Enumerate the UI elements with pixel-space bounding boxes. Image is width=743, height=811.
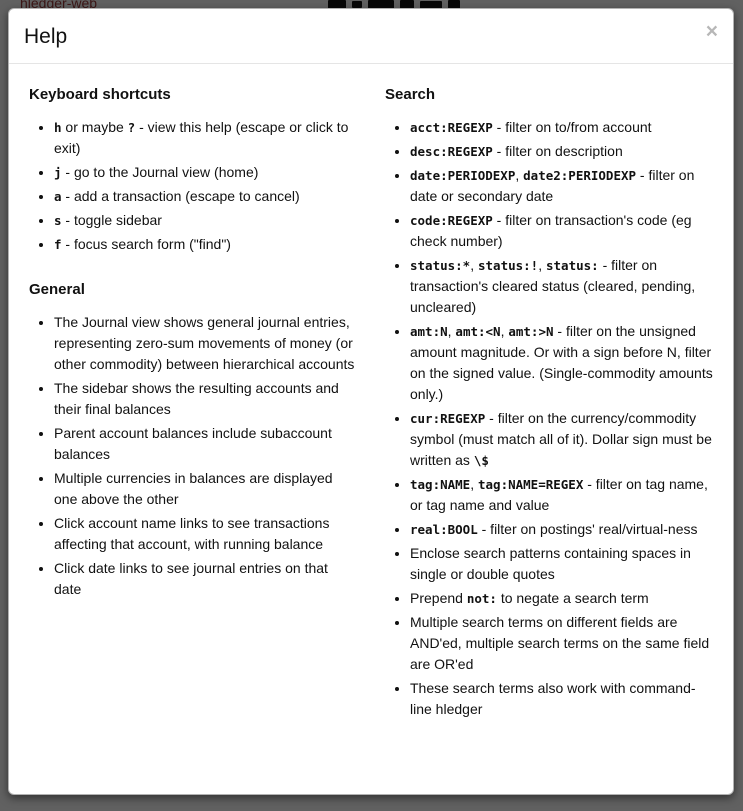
help-list-item — [410, 612, 713, 675]
section-heading: General — [29, 281, 85, 299]
section-heading: Search — [385, 86, 436, 104]
code-token: tag:NAME=REGEX — [478, 477, 584, 493]
help-list-item — [410, 408, 713, 471]
text-segment: Multiple currencies in balances are displayed one above the other — [54, 470, 333, 508]
help-list-item — [410, 519, 713, 540]
text-segment: to negate a search term — [496, 590, 649, 607]
code-token: amt:<N — [455, 324, 501, 340]
text-segment: The sidebar shows the resulting accounts and their final balances — [54, 380, 339, 418]
help-list-item — [410, 255, 713, 318]
code-token: h — [54, 120, 62, 136]
help-list-item — [54, 210, 357, 231]
text-segment: - view this help (escape or click to exit) — [54, 119, 349, 157]
code-token: amt:N — [410, 324, 448, 340]
text-segment: - filter on description — [492, 143, 623, 160]
text-segment: - toggle sidebar — [61, 212, 162, 229]
code-token: tag:NAME — [410, 477, 471, 493]
help-list-item — [54, 234, 357, 255]
code-token: s — [54, 213, 62, 229]
help-list-item — [54, 117, 357, 159]
text-segment: or maybe — [61, 119, 128, 136]
code-token: not: — [466, 591, 497, 607]
help-list — [29, 312, 357, 600]
help-list-item — [410, 117, 713, 138]
code-token: amt:>N — [508, 324, 554, 340]
code-token: date2:PERIODEXP — [523, 168, 637, 184]
text-segment: - focus search form ("find") — [61, 236, 231, 253]
text-segment: , — [515, 167, 524, 184]
text-segment: - filter on transaction's cleared status (cleared, pending, uncleared) — [410, 257, 696, 316]
close-icon[interactable]: × — [705, 20, 718, 43]
help-list-item — [410, 474, 713, 516]
code-token: date:PERIODEXP — [410, 168, 516, 184]
code-token: \$ — [473, 453, 489, 469]
help-column-left — [29, 78, 357, 732]
text-segment: - filter on postings' real/virtual-ness — [477, 521, 698, 538]
code-token: status:! — [478, 258, 539, 274]
code-token: ? — [127, 120, 136, 136]
text-segment: , — [447, 323, 456, 340]
help-list-item — [54, 558, 357, 600]
modal-header — [9, 9, 733, 64]
code-token: j — [54, 165, 62, 181]
text-segment: , — [470, 476, 478, 493]
help-list-item — [410, 678, 713, 720]
help-list-item — [54, 378, 357, 420]
help-modal — [8, 8, 734, 795]
help-list-item — [410, 588, 713, 609]
code-token: acct:REGEXP — [410, 120, 493, 136]
text-segment: Click date links to see journal entries on that date — [54, 560, 328, 598]
text-segment: - filter on to/from account — [492, 119, 652, 136]
code-token: real:BOOL — [410, 522, 478, 538]
code-token: a — [54, 189, 62, 205]
help-list-item — [410, 210, 713, 252]
text-segment: , — [500, 323, 509, 340]
text-segment: - filter on transaction's code (eg check number) — [410, 212, 692, 250]
code-token: code:REGEXP — [410, 213, 493, 229]
text-segment: Click account name links to see transactions affecting that account, with running balance — [54, 515, 330, 553]
text-segment: - go to the Journal view (home) — [61, 164, 259, 181]
text-segment: , — [538, 257, 546, 274]
code-token: status:* — [410, 258, 471, 274]
help-list-item — [54, 162, 357, 183]
help-list — [385, 117, 713, 720]
section-heading: Keyboard shortcuts — [29, 86, 171, 104]
code-token: desc:REGEXP — [410, 144, 493, 160]
text-segment: - filter on tag name, or tag name and value — [410, 476, 708, 514]
code-token: f — [54, 237, 62, 253]
help-list-item — [410, 543, 713, 585]
help-list-item — [54, 468, 357, 510]
modal-body — [9, 64, 733, 742]
text-segment: The Journal view shows general journal entries, representing zero-sum movements of money (or other commodity) between hierarchical accounts — [54, 314, 355, 373]
help-list-item — [54, 186, 357, 207]
code-token: status: — [546, 258, 599, 274]
modal-title: Help — [24, 25, 68, 48]
text-segment: These search terms also work with command-line hledger — [410, 680, 696, 718]
help-list-item — [54, 423, 357, 465]
text-segment: Prepend — [410, 590, 467, 607]
help-list-item — [54, 513, 357, 555]
text-segment: - filter on the unsigned amount magnitude. Or with a sign before N, filter on the signed value. (Single-commodity amounts only.) — [410, 323, 713, 403]
text-segment: Multiple search terms on different fields are AND'ed, multiple search terms on the same field are OR'ed — [410, 614, 710, 673]
help-list-item — [410, 141, 713, 162]
help-list-item — [410, 321, 713, 405]
text-segment: , — [470, 257, 478, 274]
text-segment: Enclose search patterns containing spaces in single or double quotes — [410, 545, 691, 583]
help-list-item — [410, 165, 713, 207]
code-token: cur:REGEXP — [410, 411, 486, 427]
text-segment: - filter on date or secondary date — [410, 167, 695, 205]
help-list — [29, 117, 357, 255]
help-list-item — [54, 312, 357, 375]
help-column-right — [385, 78, 713, 732]
text-segment: - filter on the currency/commodity symbol (must match all of it). Dollar sign must be written as — [410, 410, 712, 469]
text-segment: - add a transaction (escape to cancel) — [61, 188, 300, 205]
text-segment: Parent account balances include subaccount balances — [54, 425, 332, 463]
